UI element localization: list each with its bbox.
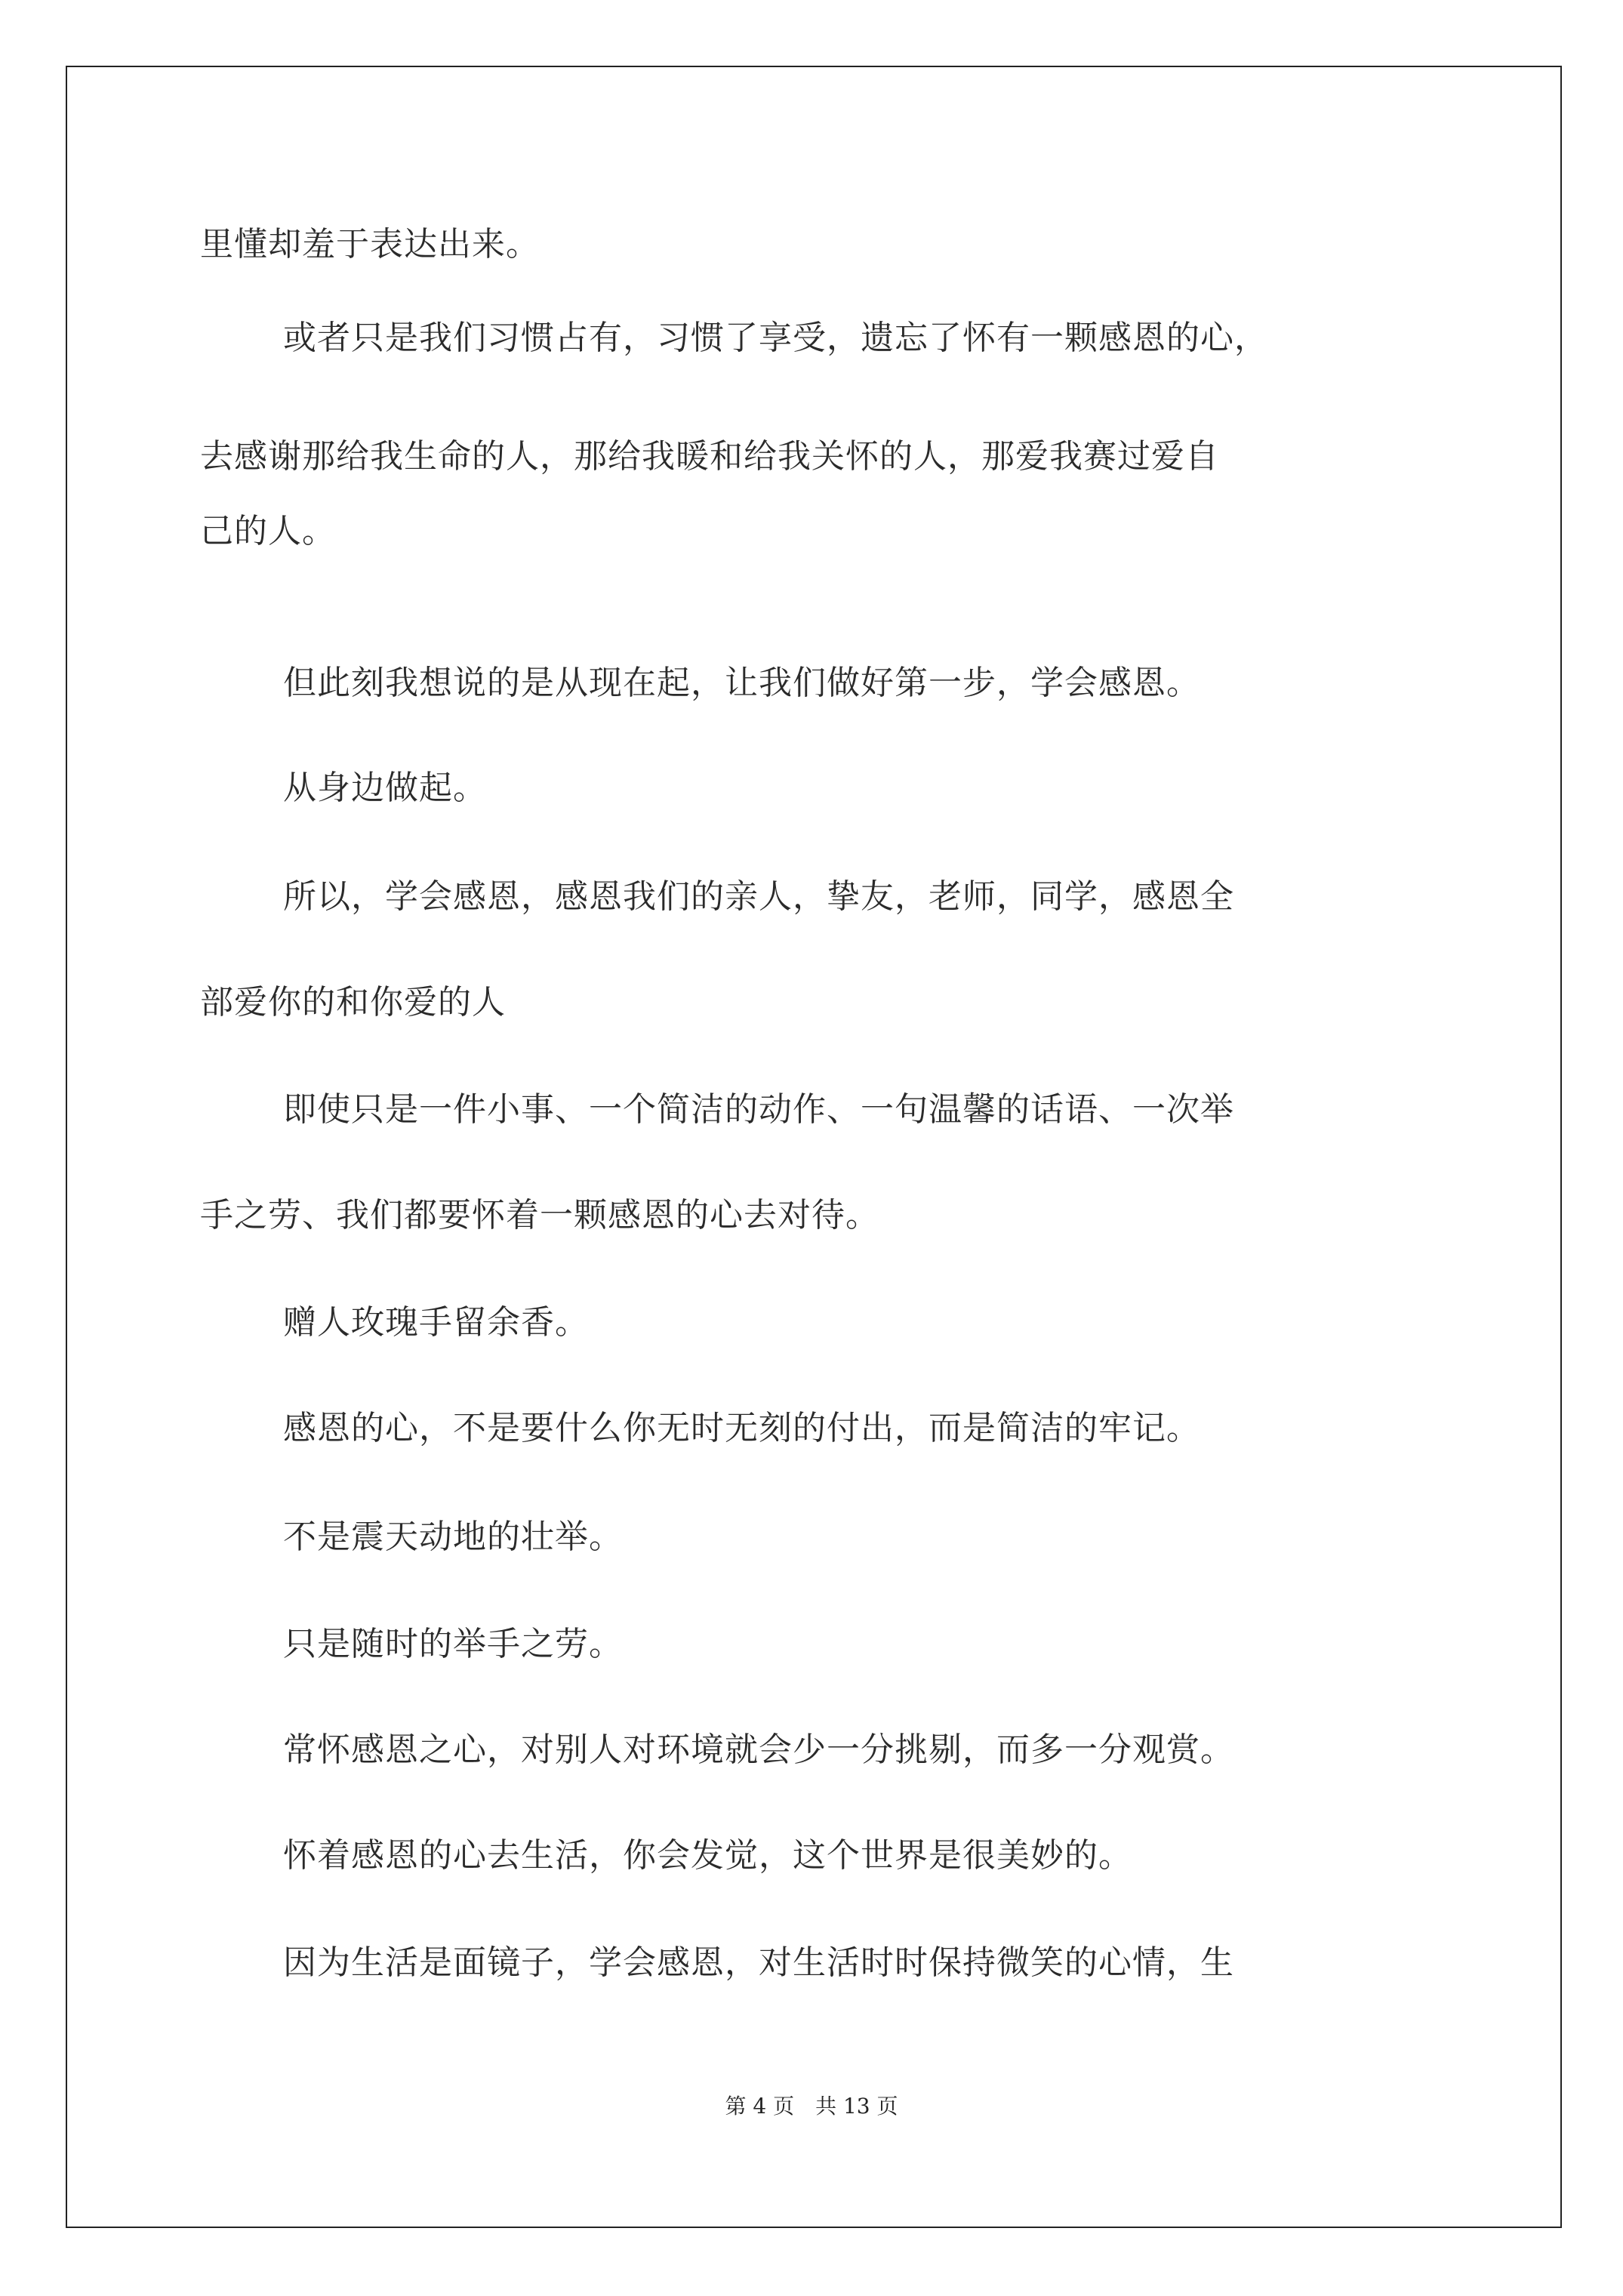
page-border	[66, 66, 1562, 2228]
text-line-12: 感恩的心，不是要什么你无时无刻的付出，而是简洁的牢记。	[283, 1409, 1200, 1447]
text-line-1: 里懂却羞于表达出来。	[200, 225, 540, 264]
text-line-15: 常怀感恩之心，对别人对环境就会少一分挑剔，而多一分观赏。	[283, 1730, 1234, 1769]
text-line-16: 怀着感恩的心去生活，你会发觉，这个世界是很美妙的。	[283, 1836, 1132, 1875]
text-line-10: 手之劳、我们都要怀着一颗感恩的心去对待。	[200, 1196, 879, 1234]
text-line-7: 所以，学会感恩，感恩我们的亲人，挚友，老师，同学，感恩全	[283, 877, 1234, 916]
text-line-9: 即使只是一件小事、一个简洁的动作、一句温馨的话语、一次举	[283, 1090, 1234, 1129]
text-line-2: 或者只是我们习惯占有，习惯了享受，遗忘了怀有一颗感恩的心，	[283, 319, 1268, 357]
text-line-5: 但此刻我想说的是从现在起，让我们做好第一步，学会感恩。	[283, 664, 1200, 702]
text-line-3: 去感谢那给我生命的人，那给我暖和给我关怀的人，那爱我赛过爱自	[200, 437, 1219, 476]
text-line-11: 赠人玫瑰手留余香。	[283, 1303, 589, 1342]
text-line-8: 部爱你的和你爱的人	[200, 983, 506, 1022]
text-line-13: 不是震天动地的壮举。	[283, 1518, 623, 1556]
text-line-6: 从身边做起。	[283, 769, 487, 807]
text-line-4: 己的人。	[200, 512, 336, 550]
text-line-14: 只是随时的举手之劳。	[283, 1625, 623, 1663]
page-number-footer: 第 4 页 共 13 页	[725, 2094, 898, 2119]
text-line-17: 因为生活是面镜子，学会感恩，对生活时时保持微笑的心情，生	[283, 1943, 1234, 1982]
